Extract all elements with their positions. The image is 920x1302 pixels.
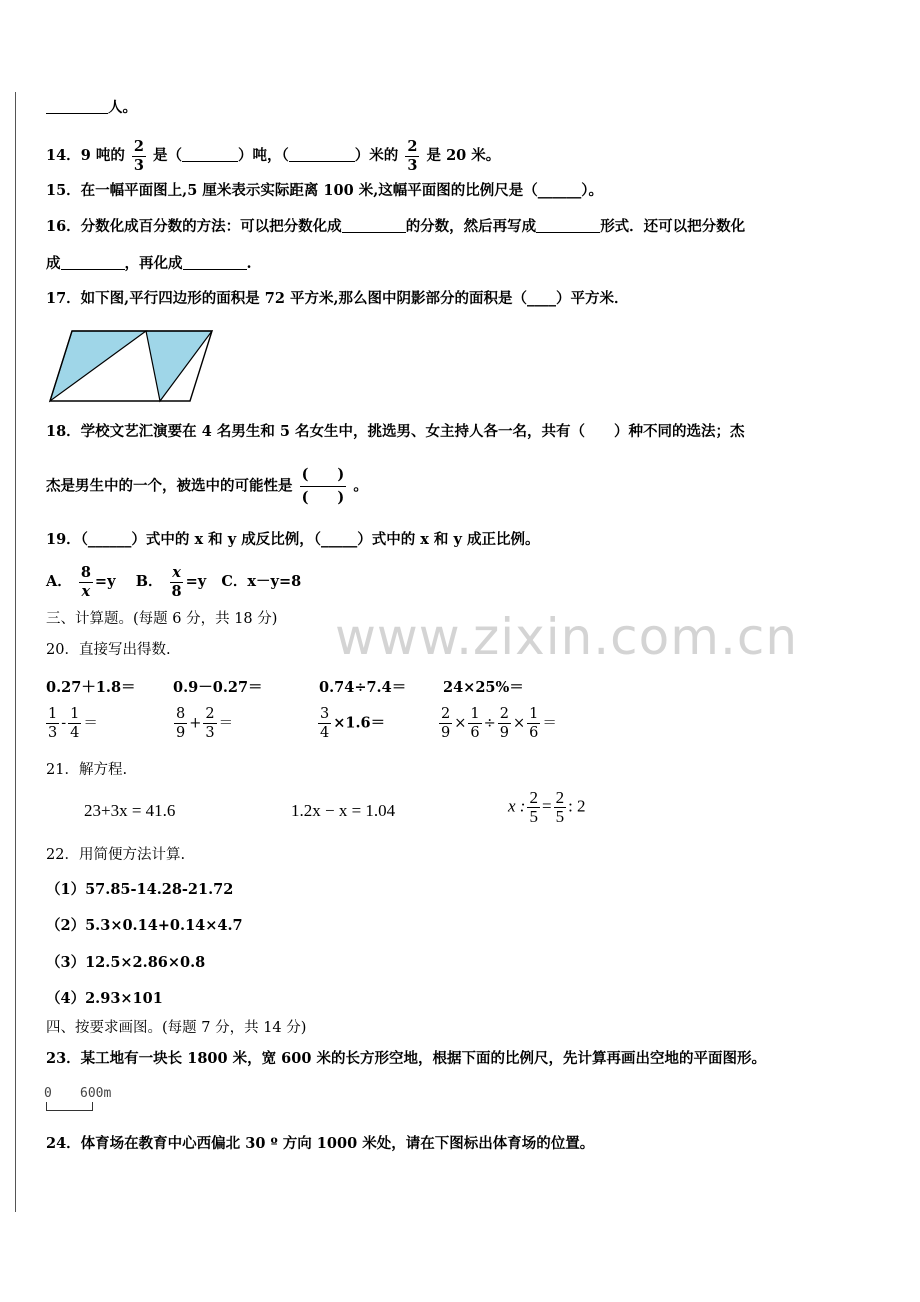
q14-text: ）米的 [354,147,399,164]
calc-item: 0.9－0.27＝ [173,679,263,696]
question-22-title: 22．用简便方法计算. [46,847,186,863]
calc-item: 0.74÷7.4＝ [319,679,407,696]
q14-text: 是（ [153,147,183,164]
question-17: 17．如下图,平行四边形的面积是 72 平方米,那么图中阴影部分的面积是（____）平方米． [46,290,629,307]
equation-2: 1.2x − x = 1.04 [291,801,396,820]
scale-bar [44,1086,134,1116]
option-c-label: C．x－y=8 [221,573,302,590]
question-14 [46,136,500,176]
calc-fraction-item: $\frac{8}{9}$ + $\frac{2}{3}$ ＝ [176,706,234,741]
fraction: $\frac{x}{8}$ [171,563,182,600]
question-19-options: A． $\frac{8}{x}$ =y B． $\frac{x}{8}$ =y C．x－y=8 [46,563,302,600]
calc-fraction-item: $\frac{1}{3}$ - $\frac{1}{4}$ ＝ [48,706,98,741]
shaded-triangle-left [50,331,146,401]
fraction-blank: $\frac{( )}{( )}$ [301,466,345,506]
q13-tail: 人。 [46,98,137,118]
question-24: 24．体育场在教育中心西偏北 30 º 方向 1000 米处，请在下图标出体育场的位置。 [46,1135,595,1152]
calc-fraction-item: $\frac{2}{9}$ × $\frac{1}{6}$ ÷ $\frac{2}{9}$ × $\frac{1}{6}$ ＝ [441,706,557,741]
equation-3: x : $\frac{2}{5}$ = $\frac{2}{5}$ : 2 [508,788,586,826]
question-18-line1: 18．学校文艺汇演要在 4 名男生和 5 名女生中，挑选男、女主持人各一名，共有（ ）种不同的选法；杰 [46,423,745,440]
question-20-title: 20．直接写出得数. [46,642,171,658]
scale-zero-label: 0 [44,1086,52,1101]
answer-blank [182,147,238,162]
q22-item: （3）12.5×2.86×0.8 [46,954,206,971]
question-18-line2: 杰是男生中的一个，被选中的可能性是 $\frac{( )}{( )}$ 。 [46,464,368,509]
left-margin-line [15,92,16,1212]
calc-item: 24×25%＝ [443,679,524,696]
answer-blank [289,147,355,162]
answer-blank [61,255,125,270]
watermark: www.zixin.com.cn [335,608,799,666]
shaded-triangle-right [146,331,212,401]
question-15: 15．在一幅平面图上,5 厘米表示实际距离 100 米,这幅平面图的比例尺是（______）。 [46,182,604,199]
q14-text: 9 吨的 [80,147,125,164]
scale-unit-label: 600m [80,1086,112,1101]
option-a-label: A． [46,573,72,590]
fraction: $\frac{2}{3}$ [407,137,418,174]
q22-item: （4）2.93×101 [46,990,163,1007]
question-23: 23．某工地有一块长 1800 米，宽 600 米的长方形空地，根据下面的比例尺，先计算再画出空地的平面图形。 [46,1050,766,1067]
question-16-line2: 成 ，再化成 . [46,255,252,272]
scale-segment [46,1102,93,1111]
fraction: $\frac{2}{3}$ [133,137,144,174]
q22-item: （1）57.85-14.28-21.72 [46,881,234,898]
q14-text: ）吨，（ [238,147,289,164]
answer-blank [536,218,600,233]
fraction: $\frac{8}{x}$ [80,563,91,600]
answer-blank [183,255,247,270]
section-4-heading: 四、按要求画图。(每题 7 分，共 14 分) [46,1020,307,1036]
answer-blank [46,99,108,114]
q22-item: （2）5.3×0.14+0.14×4.7 [46,917,243,934]
calc-fraction-item: $\frac{3}{4}$ ×1.6＝ [320,706,386,741]
q14-number: 14． [46,147,81,164]
calc-item: 0.27＋1.8＝ [46,679,136,696]
answer-blank [342,218,406,233]
q14-text: 是 20 米。 [426,147,501,164]
section-3-heading: 三、计算题。(每题 6 分，共 18 分) [46,611,278,627]
equation-1: 23+3x = 41.6 [84,801,176,820]
question-16-line1: 16．分数化成百分数的方法：可以把分数化成 的分数，然后再写成 形式．还可以把分数化 [46,218,746,235]
option-b-label: B． [135,573,163,590]
parallelogram-figure [46,327,216,405]
question-19: 19．（______）式中的 x 和 y 成反比例，（_____）式中的 x 和 y 成正比例。 [46,531,540,548]
question-21-title: 21．解方程. [46,762,128,778]
